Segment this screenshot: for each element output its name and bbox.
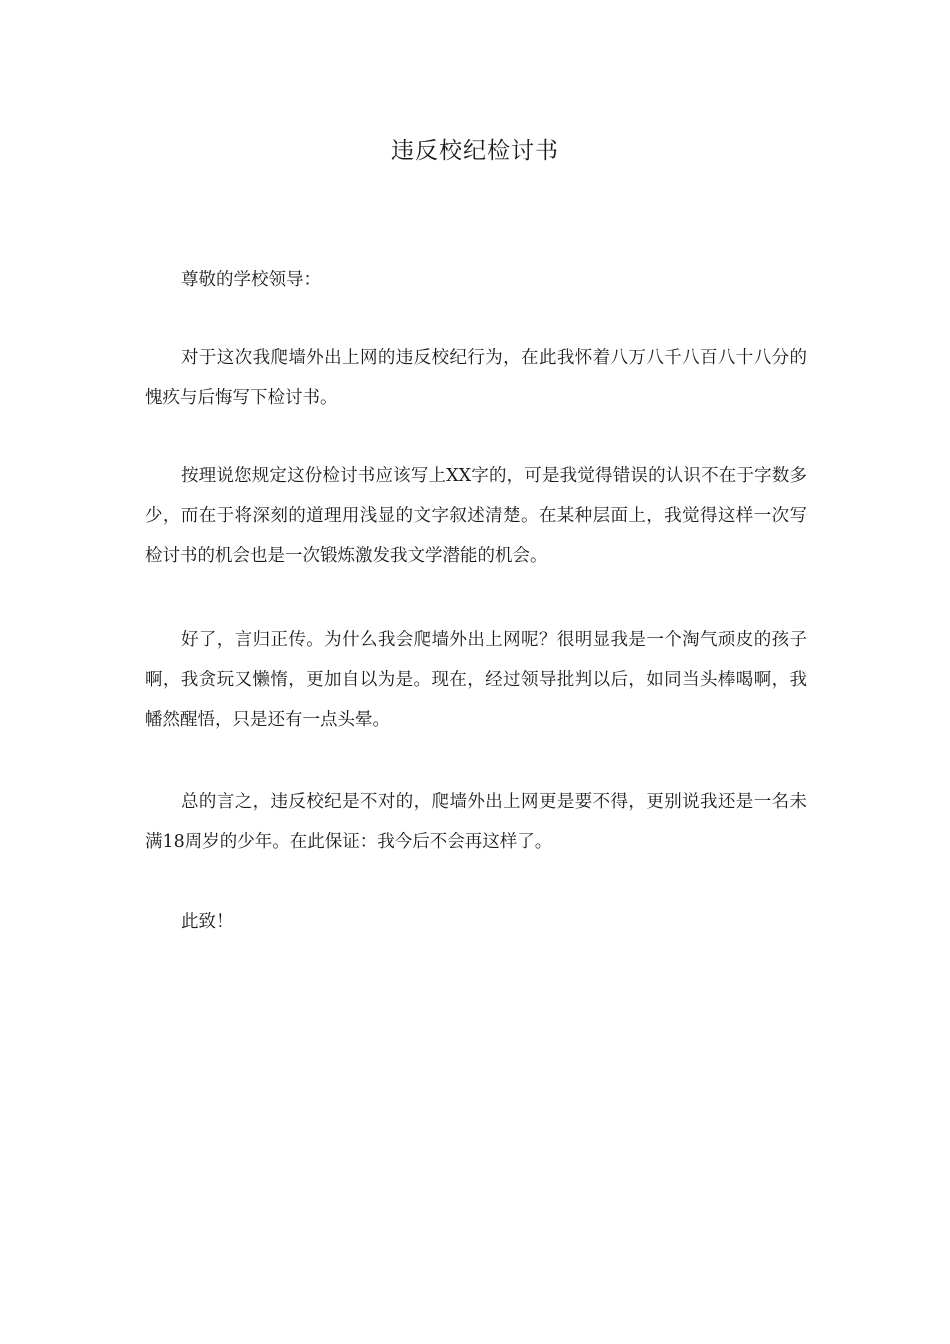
closing-line: 此致！ [181,912,234,932]
paragraph-2: 按理说您规定这份检讨书应该写上XX字的，可是我觉得错误的认识不在于字数多少，而在于将深刻的道理用浅显的文字叙述清楚。在某种层面上，我觉得这样一次写检讨书的机会也是一次锻炼激发我文学潜能的机会。 [145,466,807,566]
paragraph-4: 总的言之，违反校纪是不对的，爬墙外出上网更是要不得，更别说我还是一名未满18周岁的少年。在此保证：我今后不会再这样了。 [145,792,807,852]
paragraph-1: 对于这次我爬墙外出上网的违反校纪行为，在此我怀着八万八千八百八十八分的愧疚与后悔写下检讨书。 [145,348,807,408]
paragraph-3: 好了，言归正传。为什么我会爬墙外出上网呢？很明显我是一个淘气顽皮的孩子啊，我贪玩又懒惰，更加自以为是。现在，经过领导批判以后，如同当头棒喝啊，我幡然醒悟，只是还有一点头晕。 [145,630,807,730]
document-title: 违反校纪检讨书 [391,138,559,164]
salutation: 尊敬的学校领导： [181,270,321,290]
